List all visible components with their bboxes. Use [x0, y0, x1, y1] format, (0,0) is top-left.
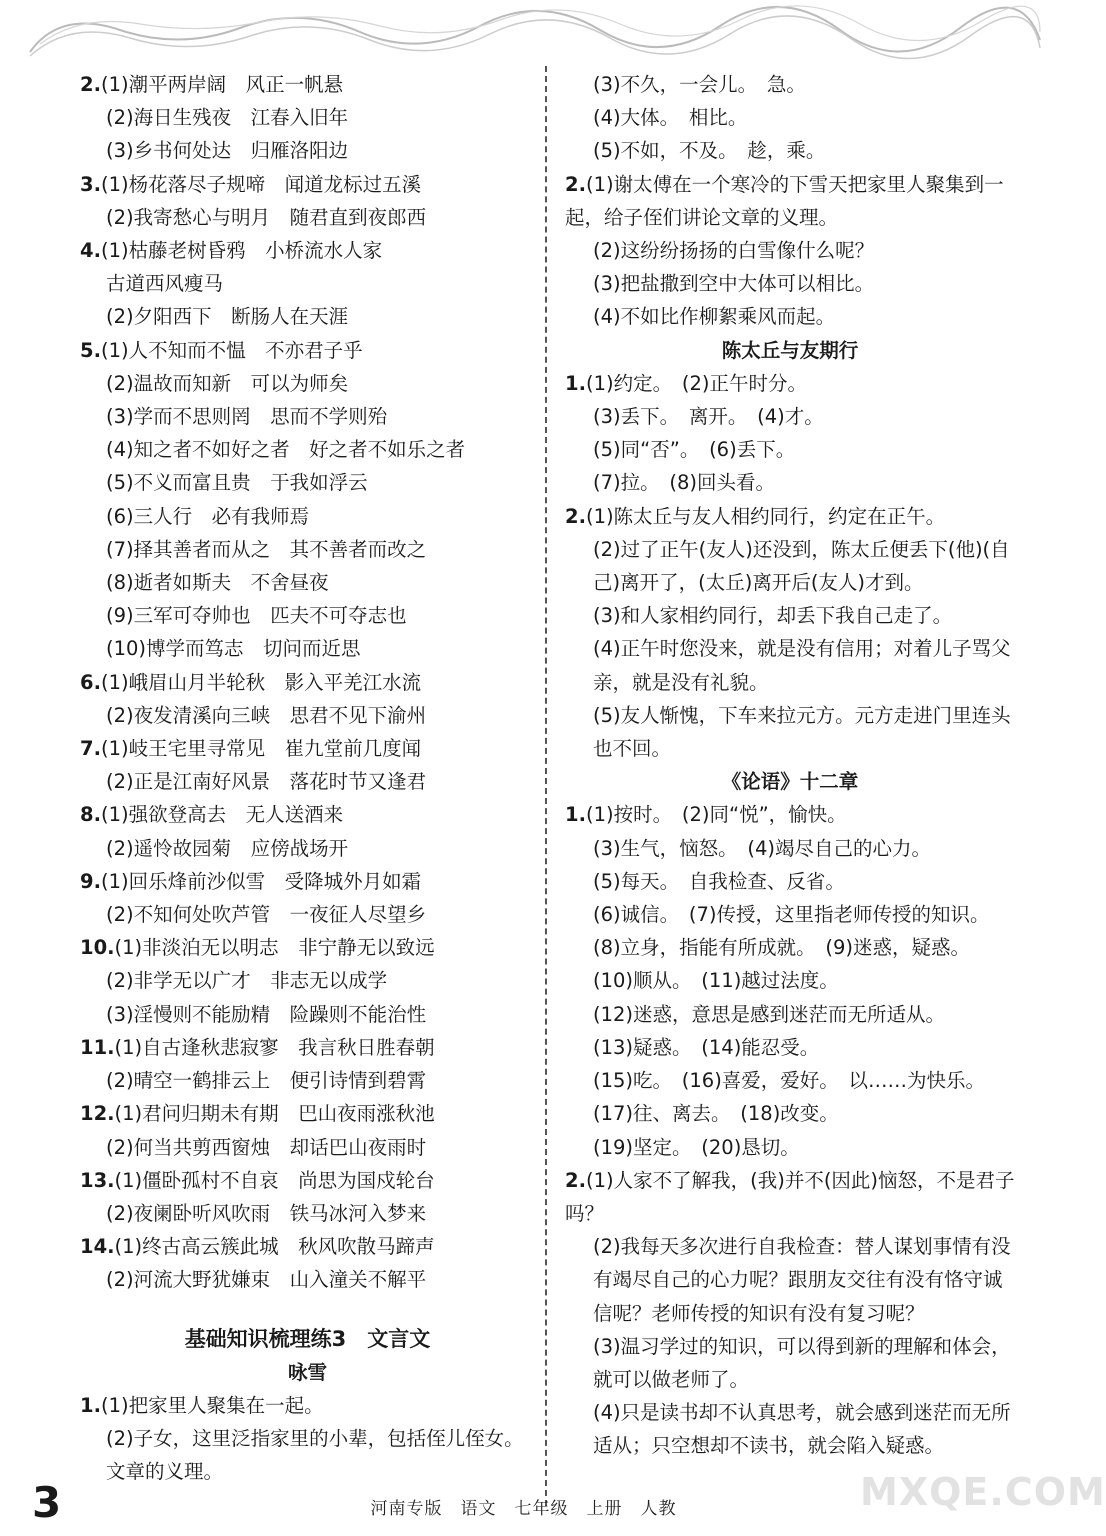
question-number: 2.: [80, 73, 101, 96]
answer-text: (5)不义而富且贵 于我如浮云: [106, 471, 368, 495]
answer-line: [80, 931, 535, 964]
question-number: 1.: [565, 371, 586, 395]
answer-text: (1)陈太丘与友人相约同行，约定在正午。: [585, 504, 946, 528]
subtitle-lunyu: 《论语》十二章: [721, 770, 859, 794]
answer-text: (12)迷惑，意思是感到迷茫而无所适从。: [593, 1002, 946, 1026]
answer-line: [80, 234, 535, 267]
answer-line: [80, 1389, 535, 1422]
answer-text: (4)正午时您没来，就是没有信用；对着儿子骂父亲，就是没有礼貌。: [593, 637, 1011, 694]
answer-text: (10)博学而笃志 切问而近思: [106, 637, 361, 661]
answer-text: (1)岐王宅里寻常见 崔九堂前几度闻: [100, 737, 422, 761]
section-title: 基础知识梳理练3 文言文: [184, 1326, 431, 1351]
answer-text: (1)潮平两岸阔 风正一帆悬: [100, 73, 344, 96]
subtitle-chen-taiqiu: 陈太丘与友期行: [721, 338, 859, 362]
answer-line: [565, 433, 1015, 466]
answer-text: (1)终古高云簇此城 秋风吹散马蹄声: [114, 1235, 435, 1259]
question-number: 14.: [80, 1235, 115, 1259]
answer-text: (2)温故而知新 可以为师矣: [106, 371, 349, 395]
answer-text: (2)过了正午(友人)还没到，陈太丘便丢下(他)(自己)离开了，(太丘)离开后(友人)才到。: [593, 537, 1010, 595]
footer-text: 河南专版 语文 七年级 上册 人教: [370, 1499, 677, 1519]
answer-text: (2)我每天多次进行自我检查：替人谋划事情有没有竭尽自己的心力呢？跟朋友交往有没有恪守诚信呢？老师传授的知识有没有复习呢？: [593, 1235, 1011, 1325]
answer-text: (1)枯藤老树昏鸦 小桥流水人家: [100, 239, 383, 263]
answer-text: (8)逝者如斯夫 不舍昼夜: [106, 571, 329, 595]
answer-text: (2)遥怜故园菊 应傍战场开: [106, 836, 349, 860]
answer-text: (3)不久，一会儿。 急。: [593, 73, 806, 96]
answer-text: (1)把家里人聚集在一起。: [100, 1393, 324, 1417]
answer-text: (4)不如比作柳絮乘风而起。: [593, 305, 836, 329]
answer-line: [80, 134, 535, 167]
answer-text: (3)学而不思则罔 思而不学则殆: [106, 405, 388, 429]
answer-text: 古道西风瘦马: [106, 272, 224, 296]
answer-line: [80, 1422, 535, 1488]
answer-line: [565, 500, 1015, 533]
answer-text: (1)僵卧孤村不自哀 尚思为国戍轮台: [114, 1168, 435, 1192]
answer-line: [80, 765, 535, 798]
answer-text: (2)晴空一鹤排云上 便引诗情到碧霄: [106, 1069, 427, 1093]
question-number: 6.: [80, 670, 101, 694]
answer-line: [565, 964, 1015, 997]
answer-text: (1)约定。 (2)正午时分。: [585, 371, 807, 395]
answer-line: [565, 1396, 1015, 1462]
answer-text: (3)温习学过的知识，可以得到新的理解和体会，就可以做老师了。: [593, 1334, 1011, 1391]
answer-text: (2)我寄愁心与明月 随君直到夜郎西: [106, 205, 427, 229]
answer-line: [80, 998, 535, 1031]
answer-text: (4)大体。 相比。: [593, 106, 748, 130]
answer-line: [565, 101, 1015, 134]
answer-line: [80, 466, 535, 499]
answer-text: (10)顺从。 (11)越过法度。: [593, 969, 839, 993]
answer-text: (3)丢下。 离开。 (4)才。: [593, 405, 824, 429]
answer-text: (17)往、离去。 (18)改变。: [593, 1102, 839, 1126]
answer-line: [80, 168, 535, 201]
answer-text: (1)自古逢秋悲寂寥 我言秋日胜春朝: [114, 1035, 435, 1059]
right-column: [565, 68, 1015, 1463]
answer-line: [565, 931, 1015, 964]
answer-line: [80, 732, 535, 765]
answer-text: (1)杨花落尽子规啼 闻道龙标过五溪: [100, 172, 422, 196]
watermark-logo: MXQE.COM: [860, 1470, 1106, 1514]
answer-text: (4)知之者不如好之者 好之者不如乐之者: [106, 438, 466, 462]
answer-line: [80, 964, 535, 997]
question-number: 11.: [80, 1035, 115, 1059]
answer-text: (2)非学无以广才 非志无以成学: [106, 969, 388, 993]
answer-line: [80, 367, 535, 400]
answer-line: [80, 599, 535, 632]
answer-text: (3)乡书何处达 归雁洛阳边: [106, 139, 349, 163]
question-number: 8.: [80, 803, 101, 827]
answer-text: (1)峨眉山月半轮秋 影入平羌江水流: [100, 670, 422, 694]
answer-line: [565, 134, 1015, 167]
answer-text: (1)君问归期未有期 巴山夜雨涨秋池: [114, 1102, 435, 1126]
answer-line: [80, 566, 535, 599]
question-number: 13.: [80, 1168, 115, 1192]
answer-text: (6)三人行 必有我师焉: [106, 504, 310, 528]
answer-line: [80, 865, 535, 898]
answer-text: (5)同“否”。 (6)丢下。: [593, 438, 796, 462]
question-number: 7.: [80, 737, 101, 761]
answer-line: [565, 998, 1015, 1031]
answer-text: (13)疑惑。 (14)能忍受。: [593, 1035, 820, 1059]
answer-text: (2)夜阑卧听风吹雨 铁马冰河入梦来: [106, 1201, 427, 1225]
answer-text: (15)吃。 (16)喜爱，爱好。 以……为快乐。: [593, 1069, 986, 1093]
answer-text: (2)夜发清溪向三峡 思君不见下渝州: [106, 703, 427, 727]
answer-line: [80, 101, 535, 134]
answer-line: [565, 1031, 1015, 1064]
question-number: 9.: [80, 869, 101, 893]
answer-text: (1)人不知而不愠 不亦君子乎: [100, 338, 363, 362]
answer-line: [565, 632, 1015, 698]
answer-text: (3)生气，恼怒。 (4)竭尽自己的心力。: [593, 836, 931, 860]
answer-text: (1)强欲登高去 无人送酒来: [100, 803, 344, 827]
answer-line: [565, 832, 1015, 865]
answer-text: (2)子女，这里泛指家里的小辈，包括侄儿侄女。 文章的义理。: [106, 1427, 534, 1484]
answer-text: (3)和人家相约同行，却丢下我自己走了。: [593, 604, 953, 628]
answer-line: [80, 201, 535, 234]
answer-line: [80, 300, 535, 333]
answer-line: [80, 798, 535, 831]
subtitle-yongxue: 咏雪: [287, 1360, 327, 1384]
answer-line: [80, 898, 535, 931]
answer-line: [80, 400, 535, 433]
answer-line: [565, 168, 1015, 234]
answer-text: (7)择其善者而从之 其不善者而改之: [106, 537, 427, 561]
answer-line: [565, 533, 1015, 599]
answer-text: (7)拉。 (8)回头看。: [593, 471, 775, 495]
answer-line: [80, 1164, 535, 1197]
answer-line: [80, 500, 535, 533]
question-number: 4.: [80, 239, 101, 263]
answer-line: [80, 1031, 535, 1064]
answer-line: [80, 433, 535, 466]
left-column: [80, 68, 535, 1489]
answer-line: [565, 466, 1015, 499]
answer-line: [80, 1230, 535, 1263]
question-number: 3.: [80, 172, 101, 196]
answer-text: (1)人家不了解我，(我)并不(因此)恼怒，不是君子吗？: [565, 1168, 1015, 1225]
answer-text: (1)按时。 (2)同“悦”，愉快。: [585, 803, 847, 827]
answer-line: [80, 699, 535, 732]
answer-line: [565, 267, 1015, 300]
answer-line: [565, 367, 1015, 400]
answer-text: (3)把盐撒到空中大体可以相比。: [593, 272, 875, 296]
answer-line: [80, 533, 535, 566]
answer-line: [565, 300, 1015, 333]
top-decorative-border: [0, 0, 1047, 60]
answer-line: [565, 1097, 1015, 1130]
answer-text: (3)淫慢则不能励精 险躁则不能治性: [106, 1002, 427, 1026]
answer-text: (1)非淡泊无以明志 非宁静无以致远: [114, 936, 435, 960]
answer-line: [565, 1064, 1015, 1097]
answer-text: (5)不如，不及。 趁，乘。: [593, 139, 826, 163]
answer-text: (1)回乐烽前沙似雪 受降城外月如霜: [100, 869, 422, 893]
answer-line: [565, 1164, 1015, 1230]
answer-text: (2)不知何处吹芦管 一夜征人尽望乡: [106, 903, 427, 927]
answer-line: [565, 1330, 1015, 1396]
answer-text: (2)海日生残夜 江春入旧年: [106, 106, 349, 130]
question-number: 2.: [565, 172, 586, 196]
answer-text: (9)三军可夺帅也 匹夫不可夺志也: [106, 604, 407, 628]
answer-text: (1)谢太傅在一个寒冷的下雪天把家里人聚集到一起，给子侄们讲论文章的义理。: [565, 172, 1004, 229]
answer-line: [565, 699, 1015, 765]
answer-line: [565, 865, 1015, 898]
question-number: 10.: [80, 936, 115, 960]
answer-line: [80, 1097, 535, 1130]
answer-line: [80, 632, 535, 665]
answer-line: [565, 234, 1015, 267]
answer-line: [80, 267, 535, 300]
question-number: 2.: [565, 504, 586, 528]
answer-line: [80, 1263, 535, 1296]
answer-line: [565, 1230, 1015, 1330]
answer-text: (8)立身，指能有所成就。 (9)迷惑，疑惑。: [593, 936, 970, 960]
answer-text: (5)友人惭愧，下车来拉元方。元方走进门里连头也不回。: [593, 703, 1011, 761]
question-number: 12.: [80, 1102, 115, 1126]
answer-text: (5)每天。 自我检查、反省。: [593, 869, 845, 893]
answer-text: (2)河流大野犹嫌束 山入潼关不解平: [106, 1268, 427, 1292]
question-number: 1.: [80, 1393, 101, 1417]
answer-line: [565, 400, 1015, 433]
question-number: 2.: [565, 1168, 586, 1192]
answer-text: (4)只是读书却不认真思考，就会感到迷茫而无所适从；只空想却不读书，就会陷入疑惑。: [593, 1401, 1011, 1458]
answer-line: [565, 1131, 1015, 1164]
answer-text: (2)这纷纷扬扬的白雪像什么呢？: [593, 239, 875, 263]
question-number: 5.: [80, 338, 101, 362]
answer-line: [565, 798, 1015, 831]
answer-line: [80, 1131, 535, 1164]
page-number: 3: [32, 1478, 62, 1527]
answer-line: [80, 1064, 535, 1097]
answer-text: (2)正是江南好风景 落花时节又逢君: [106, 770, 427, 794]
answer-line: [565, 68, 1015, 101]
answer-text: (6)诚信。 (7)传授，这里指老师传授的知识。: [593, 903, 990, 927]
answer-text: (2)何当共剪西窗烛 却话巴山夜雨时: [106, 1135, 427, 1159]
answer-text: (2)夕阳西下 断肠人在天涯: [106, 305, 349, 329]
answer-line: [80, 1197, 535, 1230]
answer-line: [565, 599, 1015, 632]
answer-line: [80, 832, 535, 865]
answer-line: [80, 68, 535, 101]
answer-line: [80, 334, 535, 367]
question-number: 1.: [565, 803, 586, 827]
answer-line: [80, 666, 535, 699]
answer-line: [565, 898, 1015, 931]
answer-text: (19)坚定。 (20)恳切。: [593, 1135, 800, 1159]
column-divider: [545, 66, 547, 1506]
